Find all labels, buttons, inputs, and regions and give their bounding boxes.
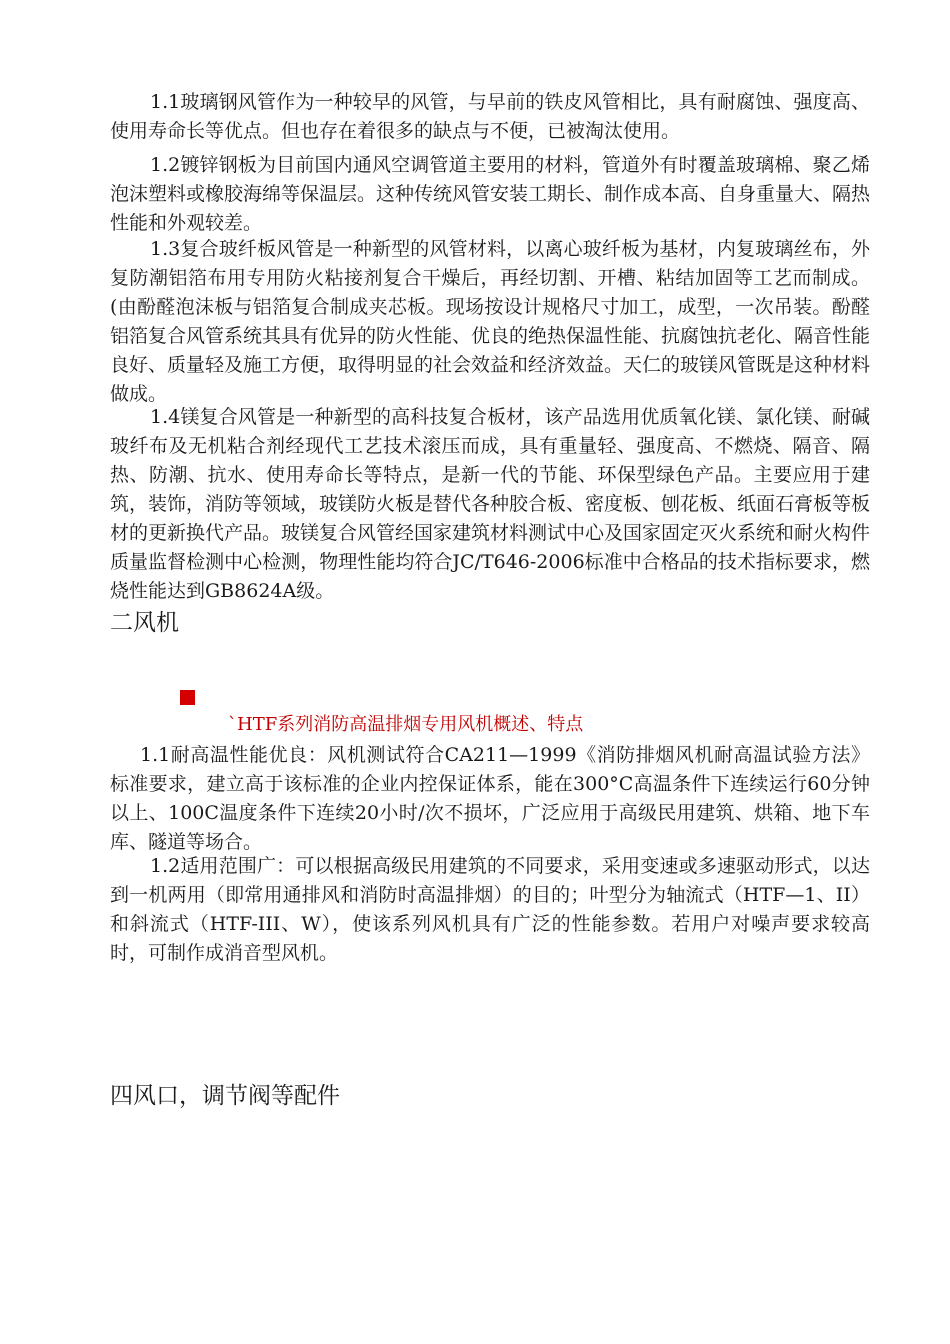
paragraph-high-temp: 1.1耐高温性能优良：风机测试符合CA211—1999《消防排烟风机耐高温试验方法》标准要求，建立高于该标准的企业内控保证体系，能在300°C高温条件下连续运行60分钟以上、100C温度条件下连续20小时/次不损坏，广泛应用于高级民用建筑、烘箱、地下车库、隧道等场合。	[110, 744, 870, 853]
paragraph-application-range: 1.2适用范围广：可以根据高级民用建筑的不同要求，采用变速或多速驱动形式，以达到一机两用（即常用通排风和消防时高温排烟）的目的；叶型分为轴流式（HTF—1、II）和斜流式（HTF-III、W），使该系列风机具有广泛的性能参数。若用户对噪声要求较高时，可制作成消音型风机。	[110, 855, 870, 964]
subtitle-htf-fan: `HTF系列消防高温排烟专用风机概述、特点	[228, 714, 584, 735]
paragraph-magnesium-duct: 1.4镁复合风管是一种新型的高科技复合板材，该产品选用优质氧化镁、氯化镁、耐碱玻纤布及无机粘合剂经现代工艺技术滚压而成，具有重量轻、强度高、不燃烧、隔音、隔热、防潮、抗水、使用寿命长等特点，是新一代的节能、环保型绿色产品。主要应用于建筑，装饰，消防等领域，玻镁防火板是替代各种胶合板、密度板、刨花板、纸面石膏板等板材的更新换代产品。玻镁复合风管经国家建筑材料测试中心及国家固定灭火系统和耐火构件质量监督检测中心检测，物理性能均符合JC/T646-2006标准中合格品的技术指标要求，燃烧性能达到GB8624A级。	[110, 406, 871, 602]
paragraph-galvanized-duct: 1.2镀锌钢板为目前国内通风空调管道主要用的材料，管道外有时覆盖玻璃棉、聚乙烯泡沫塑料或橡胶海绵等保温层。这种传统风管安装工期长、制作成本高、自身重量大、隔热性能和外观较差。	[110, 154, 871, 234]
paragraph-composite-duct: 1.3复合玻纤板风管是一种新型的风管材料，以离心玻纤板为基材，内复玻璃丝布，外复防潮铝箔布用专用防火粘接剂复合干燥后，再经切割、开槽、粘结加固等工艺而制成。(由酚醛泡沫板与铝箔复合制成夹芯板。现场按设计规格尺寸加工，成型，一次吊装。酚醛铝箔复合风管系统其具有优异的防火性能、优良的绝热保温性能、抗腐蚀抗老化、隔音性能良好、质量轻及施工方便，取得明显的社会效益和经济效益。天仁的玻镁风管既是这种材料做成。	[110, 238, 871, 405]
heading-fan: 二风机	[110, 610, 179, 636]
red-square-icon	[180, 690, 195, 705]
paragraph-fiberglass-duct: 1.1玻璃钢风管作为一种较早的风管，与早前的铁皮风管相比，具有耐腐蚀、强度高、使用寿命长等优点。但也存在着很多的缺点与不便，已被淘汰使用。	[110, 91, 870, 142]
heading-vents: 四风口，调节阀等配件	[110, 1083, 340, 1109]
